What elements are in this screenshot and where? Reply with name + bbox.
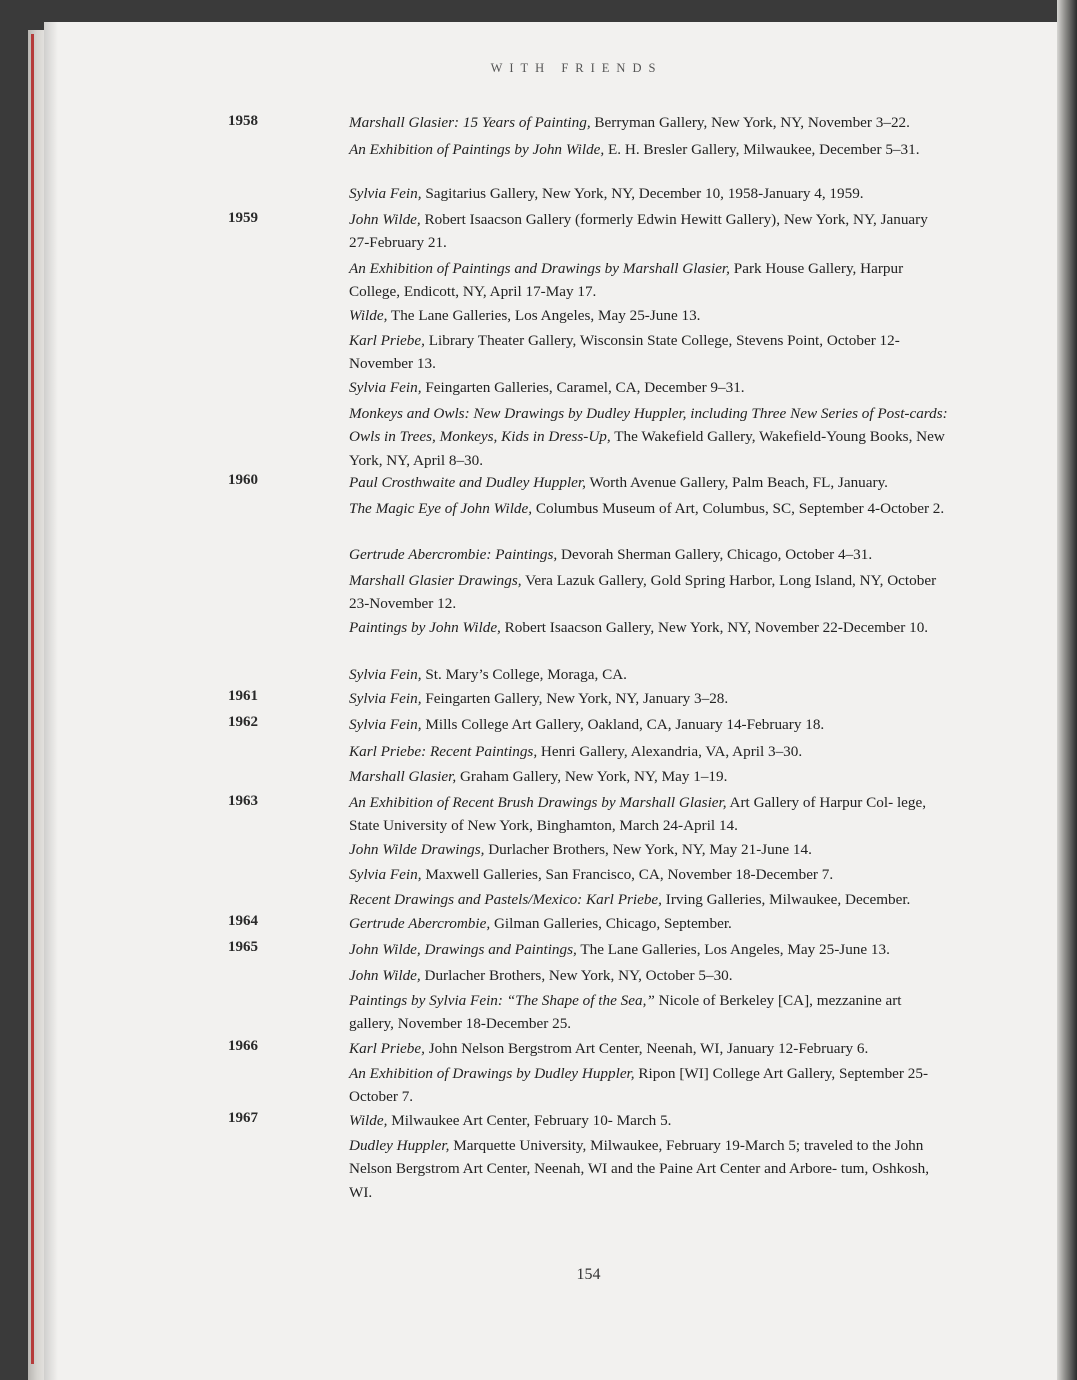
exhibition-details: Marquette University, Milwaukee, February 19-March 5; traveled to the John Nelson Bergstrom Art Center, Neenah, WI and the Paine Art Center and Arbore- tum, Oshkosh, WI. <box>349 1137 930 1201</box>
exhibition-details: Columbus Museum of Art, Columbus, SC, September 4-October 2. <box>532 500 945 517</box>
exhibition-entry <box>349 713 949 736</box>
exhibition-title: Marshall Glasier: 15 Years of Painting, <box>349 114 591 131</box>
exhibition-entry <box>349 182 949 205</box>
exhibition-title: Recent Drawings and Pastels/Mexico: Karl Priebe, <box>349 891 662 908</box>
year-label: 1959 <box>228 210 258 226</box>
exhibition-title: John Wilde, <box>349 967 421 984</box>
exhibition-entry <box>349 791 949 838</box>
exhibition-entry <box>349 402 949 472</box>
exhibition-title: Dudley Huppler, <box>349 1137 450 1154</box>
exhibition-title: Wilde, <box>349 1112 388 1129</box>
exhibition-details: The Lane Galleries, Los Angeles, May 25-June 13. <box>387 307 701 324</box>
exhibition-entry <box>349 765 949 788</box>
exhibition-details: Library Theater Gallery, Wisconsin State College, Stevens Point, October 12-November 13. <box>349 332 900 373</box>
exhibition-title: Sylvia Fein, <box>349 379 422 396</box>
exhibition-title: Wilde, <box>349 307 388 324</box>
exhibition-title: The Magic Eye of John Wilde, <box>349 500 533 517</box>
exhibition-title: Gertrude Abercrombie, <box>349 915 491 932</box>
exhibition-entry <box>349 1134 949 1204</box>
year-label: 1961 <box>228 688 258 704</box>
exhibition-entry <box>349 257 949 304</box>
exhibition-details: Feingarten Galleries, Caramel, CA, December 9–31. <box>421 379 745 396</box>
year-label: 1958 <box>228 113 258 129</box>
exhibition-title: Sylvia Fein, <box>349 690 422 707</box>
exhibition-details: Sagitarius Gallery, New York, NY, December 10, 1958-January 4, 1959. <box>421 185 864 202</box>
exhibition-details: Robert Isaacson Gallery, New York, NY, November 22-December 10. <box>500 619 929 636</box>
exhibition-entry <box>349 569 949 616</box>
exhibition-entry <box>349 543 949 566</box>
exhibition-entry <box>349 863 949 886</box>
exhibition-details: Milwaukee Art Center, February 10- March 5. <box>387 1112 672 1129</box>
exhibition-title: Monkeys and Owls: New Drawings by Dudley Huppler, including Three New Series of Post-cards: Owls in Trees, Monkeys, Kids in Dress-Up, <box>349 405 948 446</box>
exhibition-details: E. H. Bresler Gallery, Milwaukee, December 5–31. <box>604 141 920 158</box>
exhibition-details: Graham Gallery, New York, NY, May 1–19. <box>456 768 728 785</box>
exhibition-title: Paul Crosthwaite and Dudley Huppler, <box>349 474 586 491</box>
exhibition-title: John Wilde Drawings, <box>349 841 485 858</box>
exhibition-title: An Exhibition of Paintings by John Wilde, <box>349 141 605 158</box>
exhibition-title: Sylvia Fein, <box>349 716 422 733</box>
exhibition-entry <box>349 964 949 987</box>
exhibition-entry <box>349 663 949 686</box>
exhibition-title: Sylvia Fein, <box>349 666 422 683</box>
year-label: 1967 <box>228 1110 258 1126</box>
exhibition-details: Park House Gallery, Harpur College, Endicott, NY, April 17-May 17. <box>349 260 904 301</box>
exhibition-entry <box>349 740 949 763</box>
exhibition-details: Henri Gallery, Alexandria, VA, April 3–30. <box>537 743 803 760</box>
right-page-edge <box>1057 0 1077 1380</box>
exhibition-details: Maxwell Galleries, San Francisco, CA, November 18-December 7. <box>421 866 834 883</box>
exhibition-details: Robert Isaacson Gallery (formerly Edwin Hewitt Gallery), New York, NY, January 27-February 21. <box>349 211 928 252</box>
exhibition-entry <box>349 912 949 935</box>
exhibition-details: Feingarten Gallery, New York, NY, January 3–28. <box>421 690 729 707</box>
book-binding-edge <box>31 34 34 1364</box>
exhibition-details: Ripon [WI] College Art Gallery, September 25-October 7. <box>349 1065 928 1106</box>
exhibition-details: Gilman Galleries, Chicago, September. <box>490 915 732 932</box>
exhibition-entry <box>349 497 949 520</box>
year-label: 1964 <box>228 913 258 929</box>
exhibition-title: Gertrude Abercrombie: Paintings, <box>349 546 558 563</box>
page-number: 154 <box>576 1266 601 1283</box>
exhibition-details: Devorah Sherman Gallery, Chicago, October 4–31. <box>557 546 873 563</box>
exhibition-entry <box>349 938 949 961</box>
exhibition-entry <box>349 1037 949 1060</box>
exhibition-title: Sylvia Fein, <box>349 185 422 202</box>
year-label: 1966 <box>228 1038 258 1054</box>
year-label: 1963 <box>228 793 258 809</box>
exhibition-entry <box>349 989 949 1036</box>
exhibition-entry <box>349 208 949 255</box>
exhibition-details: Durlacher Brothers, New York, NY, October 5–30. <box>420 967 733 984</box>
exhibition-title: Karl Priebe, <box>349 1040 425 1057</box>
exhibition-title: Sylvia Fein, <box>349 866 422 883</box>
exhibition-entry <box>349 1109 949 1132</box>
exhibition-details: Mills College Art Gallery, Oakland, CA, January 14-February 18. <box>421 716 825 733</box>
exhibition-title: An Exhibition of Paintings and Drawings by Marshall Glasier, <box>349 260 730 277</box>
exhibition-title: John Wilde, <box>349 211 421 228</box>
exhibition-title: John Wilde, Drawings and Paintings, <box>349 941 577 958</box>
exhibition-entry <box>349 687 949 710</box>
exhibition-entry <box>349 329 949 376</box>
exhibition-entry <box>349 1062 949 1109</box>
year-label: 1960 <box>228 472 258 488</box>
exhibition-details: Worth Avenue Gallery, Palm Beach, FL, January. <box>585 474 888 491</box>
page-gutter-shadow <box>44 22 58 1380</box>
exhibition-details: Durlacher Brothers, New York, NY, May 21-June 14. <box>484 841 812 858</box>
exhibition-details: Art Gallery of Harpur Col- lege, State University of New York, Binghamton, March 24-April 14. <box>349 794 927 835</box>
exhibition-details: Irving Galleries, Milwaukee, December. <box>661 891 911 908</box>
exhibition-title: Paintings by Sylvia Fein: “The Shape of the Sea,” <box>349 992 655 1009</box>
exhibition-details: Vera Lazuk Gallery, Gold Spring Harbor, Long Island, NY, October 23-November 12. <box>349 572 937 613</box>
exhibition-entry <box>349 111 949 134</box>
running-head: WITH FRIENDS <box>490 61 663 75</box>
exhibition-entry <box>349 888 949 911</box>
exhibition-title: An Exhibition of Recent Brush Drawings by Marshall Glasier, <box>349 794 727 811</box>
exhibition-entry <box>349 471 949 494</box>
exhibition-details: John Nelson Bergstrom Art Center, Neenah, WI, January 12-February 6. <box>424 1040 869 1057</box>
exhibition-entry <box>349 616 949 639</box>
exhibition-entry <box>349 376 949 399</box>
exhibition-details: St. Mary’s College, Moraga, CA. <box>421 666 627 683</box>
exhibition-details: The Wakefield Gallery, Wakefield-Young Books, New York, NY, April 8–30. <box>349 428 945 469</box>
exhibition-details: Nicole of Berkeley [CA], mezzanine art gallery, November 18-December 25. <box>349 992 902 1033</box>
exhibition-title: Marshall Glasier Drawings, <box>349 572 522 589</box>
exhibition-entry <box>349 304 949 327</box>
exhibition-title: Marshall Glasier, <box>349 768 457 785</box>
exhibition-entry <box>349 138 949 161</box>
year-label: 1965 <box>228 939 258 955</box>
exhibition-title: An Exhibition of Drawings by Dudley Huppler, <box>349 1065 635 1082</box>
exhibition-details: Berryman Gallery, New York, NY, November 3–22. <box>590 114 910 131</box>
exhibition-title: Karl Priebe: Recent Paintings, <box>349 743 538 760</box>
exhibition-details: The Lane Galleries, Los Angeles, May 25-June 13. <box>576 941 890 958</box>
exhibition-entry <box>349 838 949 861</box>
year-label: 1962 <box>228 714 258 730</box>
exhibition-title: Paintings by John Wilde, <box>349 619 501 636</box>
exhibition-title: Karl Priebe, <box>349 332 425 349</box>
